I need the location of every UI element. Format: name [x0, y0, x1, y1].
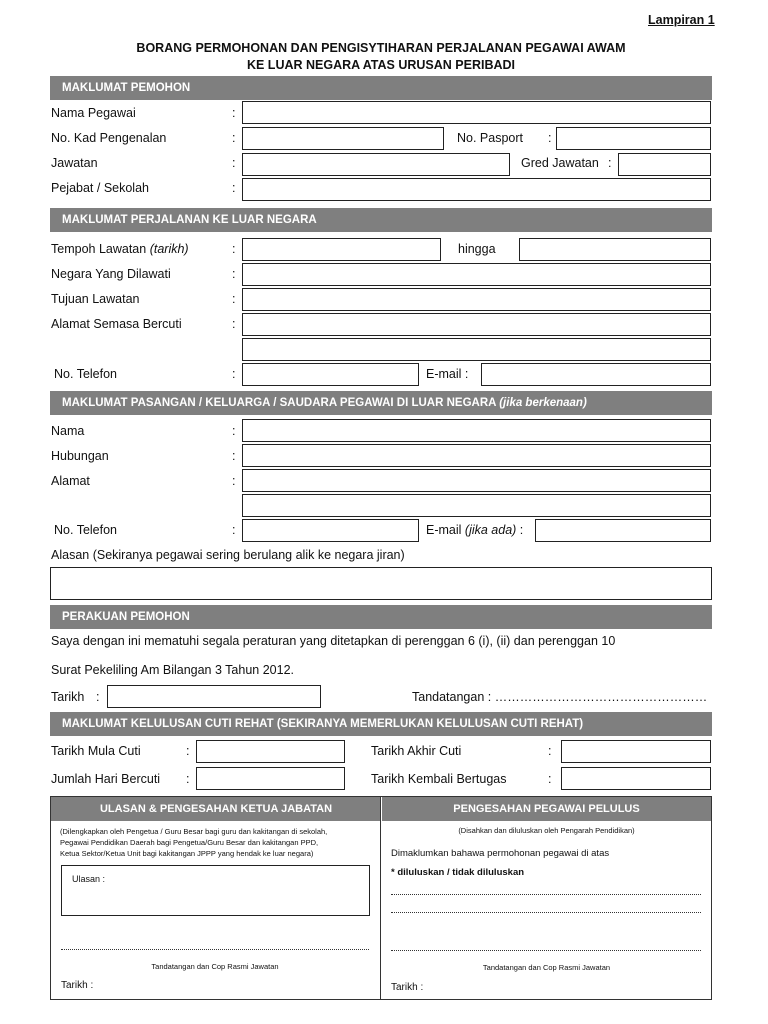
colon: : — [232, 523, 236, 537]
colon: : — [548, 744, 552, 758]
label-tarikh-mula-cuti: Tarikh Mula Cuti — [51, 744, 141, 758]
colon: : — [232, 449, 236, 463]
input-tempoh-akhir[interactable] — [519, 238, 711, 261]
colon: : — [232, 292, 236, 306]
email-italic: (jika ada) — [464, 523, 517, 537]
ulasan-note-2: Pegawai Pendidikan Daerah bagi Pengetua/Guru Besar dan kakitangan PPD, — [60, 838, 319, 847]
pelulus-note: (Disahkan dan diluluskan oleh Pengarah Pendidikan) — [458, 826, 635, 835]
section3-header-italic: (jika berkenaan) — [499, 397, 587, 409]
header-ulasan-ketua: ULASAN & PENGESAHAN KETUA JABATAN — [51, 797, 381, 821]
colon: : — [232, 181, 236, 195]
label-gred-jawatan: Gred Jawatan — [521, 156, 599, 170]
sign-caption-left: Tandatangan dan Cop Rasmi Jawatan — [151, 962, 279, 971]
colon: : — [232, 367, 236, 381]
signature-line-right — [391, 950, 701, 951]
input-email[interactable] — [481, 363, 711, 386]
input-no-telefon[interactable] — [242, 363, 419, 386]
form-title-line2: KE LUAR NEGARA ATAS URUSAN PERIBADI — [246, 58, 516, 72]
input-hubungan[interactable] — [242, 444, 711, 467]
email-text: E-mail — [426, 523, 465, 537]
input-alasan[interactable] — [50, 567, 712, 600]
panel-divider — [380, 797, 381, 999]
input-alamat-pasangan-1[interactable] — [242, 469, 711, 492]
label-tujuan-lawatan: Tujuan Lawatan — [51, 292, 140, 306]
label-hubungan: Hubungan — [51, 449, 109, 463]
input-tarikh-kembali[interactable] — [561, 767, 711, 790]
section-maklumat-perjalanan: MAKLUMAT PERJALANAN KE LUAR NEGARA — [50, 208, 712, 232]
input-tarikh-akhir-cuti[interactable] — [561, 740, 711, 763]
input-ulasan[interactable] — [61, 865, 370, 916]
colon: : — [232, 106, 236, 120]
colon: : — [232, 424, 236, 438]
form-title-line1: BORANG PERMOHONAN DAN PENGISYTIHARAN PERJALANAN PEGAWAI AWAM — [136, 41, 626, 55]
colon: : — [232, 131, 236, 145]
colon: : — [232, 317, 236, 331]
input-pasport[interactable] — [556, 127, 711, 150]
label-pejabat-sekolah: Pejabat / Sekolah — [51, 181, 149, 195]
label-no-telefon-pasangan: No. Telefon — [54, 523, 118, 537]
section-kelulusan-cuti: MAKLUMAT KELULUSAN CUTI REHAT (SEKIRANYA MEMERLUKAN KELULUSAN CUTI REHAT) — [50, 712, 712, 736]
input-tempoh-mula[interactable] — [242, 238, 441, 261]
header-pengesahan-pelulus: PENGESAHAN PEGAWAI PELULUS — [382, 797, 711, 821]
colon: : — [232, 474, 236, 488]
colon: : — [548, 772, 552, 786]
label-alamat: Alamat — [51, 474, 90, 488]
label-tarikh-kembali: Tarikh Kembali Bertugas — [371, 772, 507, 786]
label-tarikh-akhir-cuti: Tarikh Akhir Cuti — [371, 744, 462, 758]
label-ulasan: Ulasan : — [72, 874, 106, 884]
colon: : — [232, 242, 236, 256]
label-email: E-mail : — [426, 367, 469, 381]
label-nama-pegawai: Nama Pegawai — [51, 106, 136, 120]
label-tandatangan: Tandatangan : …………………………………………… — [412, 690, 708, 704]
label-tempoh-lawatan — [51, 242, 189, 256]
label-negara-dilawati: Negara Yang Dilawati — [51, 267, 171, 281]
signature-line-left — [61, 949, 369, 950]
input-gred-jawatan[interactable] — [618, 153, 711, 176]
email-colon: : — [516, 523, 524, 537]
input-alamat-bercuti-1[interactable] — [242, 313, 711, 336]
input-jawatan[interactable] — [242, 153, 510, 176]
input-alamat-bercuti-2[interactable] — [242, 338, 711, 361]
label-email-pasangan — [426, 523, 523, 537]
input-negara-dilawati[interactable] — [242, 263, 711, 286]
perakuan-line2: Surat Pekeliling Am Bilangan 3 Tahun 2012. — [51, 663, 294, 677]
section3-header-text: MAKLUMAT PASANGAN / KELUARGA / SAUDARA PEGAWAI DI LUAR NEGARA — [62, 397, 500, 409]
input-kad-pengenalan[interactable] — [242, 127, 444, 150]
colon: : — [186, 744, 190, 758]
perakuan-line1: Saya dengan ini mematuhi segala peraturan yang ditetapkan di perenggan 6 (i), (ii) dan perenggan 10 — [51, 634, 616, 648]
colon: : — [608, 156, 612, 170]
section-perakuan-pemohon: PERAKUAN PEMOHON — [50, 605, 712, 629]
colon: : — [232, 156, 236, 170]
label-hingga: hingga — [458, 242, 496, 256]
input-tarikh-mula-cuti[interactable] — [196, 740, 345, 763]
dotted-line-2 — [391, 912, 701, 913]
approval-panel — [50, 796, 712, 1000]
input-email-pasangan[interactable] — [535, 519, 711, 542]
label-pasport: No. Pasport — [457, 131, 524, 145]
section-maklumat-pasangan — [50, 391, 712, 415]
sign-caption-right: Tandatangan dan Cop Rasmi Jawatan — [482, 963, 611, 972]
ulasan-note-3: Ketua Sektor/Ketua Unit bagi kakitangan JPPP yang hendak ke luar negara) — [60, 849, 314, 858]
input-nama-pasangan[interactable] — [242, 419, 711, 442]
colon: : — [186, 772, 190, 786]
input-no-telefon-pasangan[interactable] — [242, 519, 419, 542]
input-tarikh-perakuan[interactable] — [107, 685, 321, 708]
label-tempoh-italic: (tarikh) — [149, 242, 189, 256]
ulasan-note-1: (Dilengkapkan oleh Pengetua / Guru Besar bagi guru dan kakitangan di sekolah, — [60, 827, 328, 836]
input-jumlah-hari[interactable] — [196, 767, 345, 790]
colon: : — [548, 131, 552, 145]
label-alamat-bercuti: Alamat Semasa Bercuti — [51, 317, 182, 331]
label-tarikh-ketua: Tarikh : — [61, 980, 94, 991]
label-kad-pengenalan: No. Kad Pengenalan — [51, 131, 167, 145]
section-maklumat-pemohon: MAKLUMAT PEMOHON — [50, 76, 712, 100]
lampiran-label: Lampiran 1 — [648, 13, 715, 27]
label-tempoh-text: Tempoh Lawatan — [51, 242, 150, 256]
input-pejabat-sekolah[interactable] — [242, 178, 711, 201]
label-jumlah-hari: Jumlah Hari Bercuti — [51, 772, 161, 786]
input-alamat-pasangan-2[interactable] — [242, 494, 711, 517]
pelulus-line1: Dimaklumkan bahawa permohonan pegawai di atas — [391, 848, 610, 859]
colon: : — [232, 267, 236, 281]
label-tarikh-perakuan: Tarikh — [51, 690, 85, 704]
label-no-telefon: No. Telefon — [54, 367, 118, 381]
label-jawatan: Jawatan — [51, 156, 98, 170]
dotted-line-1 — [391, 894, 701, 895]
input-tujuan-lawatan[interactable] — [242, 288, 711, 311]
pelulus-line2: * diluluskan / tidak diluluskan — [391, 867, 525, 878]
label-nama: Nama — [51, 424, 85, 438]
colon: : — [96, 690, 100, 704]
label-alasan: Alasan (Sekiranya pegawai sering berulang alik ke negara jiran) — [51, 548, 405, 562]
label-tarikh-pelulus: Tarikh : — [391, 982, 424, 993]
input-nama-pegawai[interactable] — [242, 101, 711, 124]
